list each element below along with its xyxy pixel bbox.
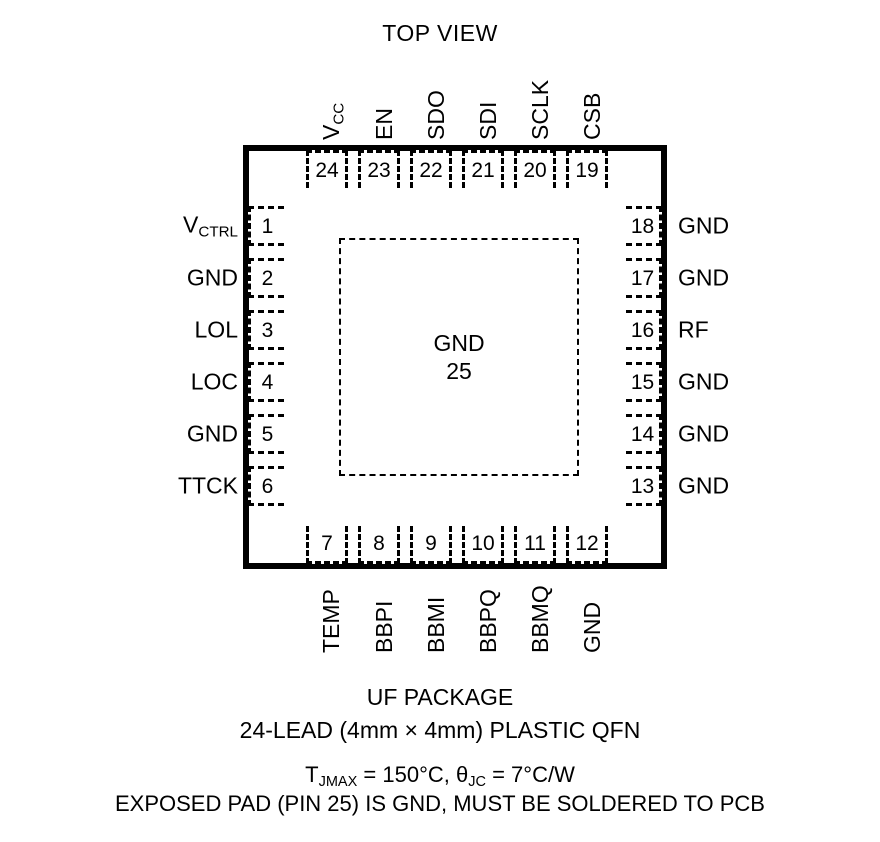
pin-label-temp: TEMP xyxy=(318,589,344,653)
thermal-post: = 7°C/W xyxy=(485,762,575,787)
pin-pad-8 xyxy=(358,526,400,564)
pin-label-gnd-14: GND xyxy=(678,420,730,447)
pin-label-lol: LOL xyxy=(194,316,238,343)
pin-number-17: 17 xyxy=(630,266,655,290)
pin-number-18: 18 xyxy=(630,214,655,238)
thermal-tj-sub: JMAX xyxy=(318,774,358,791)
page-title: TOP VIEW xyxy=(382,20,498,46)
pin-label-ttck: TTCK xyxy=(177,472,238,499)
pin-number-4: 4 xyxy=(261,370,274,394)
pin-number-10: 10 xyxy=(471,532,495,555)
pin-label-sclk: SCLK xyxy=(527,79,553,140)
pin-label-loc: LOC xyxy=(190,368,238,395)
pin-number-13: 13 xyxy=(630,474,655,498)
pin-label-csb: CSB xyxy=(579,92,605,140)
pin-number-12: 12 xyxy=(575,532,599,555)
pin-pad-11 xyxy=(514,526,556,564)
pin-pad-12 xyxy=(566,526,608,564)
pin-pad-7 xyxy=(306,526,348,564)
pin-pad-4 xyxy=(248,362,284,402)
pin-label-bbmq: BBMQ xyxy=(527,585,553,653)
thermal-tj-prefix: T xyxy=(305,762,319,787)
pin-number-6: 6 xyxy=(261,474,274,498)
exposed-pad-pin-number: 25 xyxy=(446,358,472,384)
pin-number-11: 11 xyxy=(524,532,546,555)
pin-number-20: 20 xyxy=(523,159,547,182)
pin-label-gnd-17: GND xyxy=(678,264,730,291)
pin-label-vcc-sub: CC xyxy=(330,102,348,125)
pin-number-8: 8 xyxy=(373,532,385,555)
pin-label-vcc xyxy=(318,103,347,140)
pin-label-bbpq: BBPQ xyxy=(475,589,501,653)
pin-label-bbmi: BBMI xyxy=(423,596,449,653)
pin-pad-10 xyxy=(462,526,504,564)
pin-label-bbpi: BBPI xyxy=(371,600,397,653)
pin-pad-14 xyxy=(626,414,662,454)
pin-number-9: 9 xyxy=(425,532,437,555)
pin-pad-2 xyxy=(248,258,284,298)
pin-number-14: 14 xyxy=(630,422,655,446)
pin-pad-5 xyxy=(248,414,284,454)
pin-number-22: 22 xyxy=(419,159,443,182)
pin-number-3: 3 xyxy=(261,318,274,342)
pin-number-19: 19 xyxy=(575,159,599,182)
pin-pad-22 xyxy=(410,150,452,188)
pin-label-rf: RF xyxy=(678,316,709,343)
exposed-pad-note: EXPOSED PAD (PIN 25) IS GND, MUST BE SOLDERED TO PCB xyxy=(115,791,765,816)
pin-pad-20 xyxy=(514,150,556,188)
thermal-jc-sub: JC xyxy=(468,774,486,791)
pin-pad-17 xyxy=(626,258,662,298)
pin-pad-3 xyxy=(248,310,284,350)
pin-number-23: 23 xyxy=(367,159,391,182)
pin-label-sdi: SDI xyxy=(475,101,501,140)
pin-pad-19 xyxy=(566,150,608,188)
pin-label-vctrl-base: V xyxy=(183,211,199,238)
pin-label-vctrl-sub: CTRL xyxy=(198,223,238,241)
pin-number-21: 21 xyxy=(471,159,495,182)
pin-number-24: 24 xyxy=(315,159,339,182)
pin-label-sdo: SDO xyxy=(423,90,449,140)
pin-pad-23 xyxy=(358,150,400,188)
pin-number-7: 7 xyxy=(321,532,333,555)
pin-label-gnd-13: GND xyxy=(678,472,730,499)
package-description: 24-LEAD (4mm × 4mm) PLASTIC QFN xyxy=(239,717,641,743)
pin-label-gnd-2: GND xyxy=(186,264,238,291)
exposed-pad-label: GND xyxy=(433,330,485,356)
pin-number-1: 1 xyxy=(261,214,274,238)
pin-label-gnd-5: GND xyxy=(186,420,238,447)
pin-label-vcc-base: V xyxy=(318,124,344,140)
pin-number-16: 16 xyxy=(630,318,655,342)
pin-number-5: 5 xyxy=(261,422,274,446)
pin-number-2: 2 xyxy=(261,266,274,290)
pin-pad-13 xyxy=(626,466,662,506)
exposed-pad xyxy=(339,238,579,476)
pin-number-15: 15 xyxy=(630,370,655,394)
pin-pad-18 xyxy=(626,206,662,246)
pin-label-gnd-15: GND xyxy=(678,368,730,395)
pin-label-gnd-12: GND xyxy=(579,601,605,653)
pin-pad-9 xyxy=(410,526,452,564)
pin-label-en: EN xyxy=(371,108,397,140)
pin-pad-15 xyxy=(626,362,662,402)
package-name: UF PACKAGE xyxy=(366,684,514,710)
pin-pad-24 xyxy=(306,150,348,188)
pin-label-gnd-18: GND xyxy=(678,212,730,239)
pin-label-vctrl xyxy=(60,211,238,240)
pin-pad-6 xyxy=(248,466,284,506)
pin-pad-16 xyxy=(626,310,662,350)
thermal-mid: = 150°C, θ xyxy=(357,762,469,787)
pin-pad-21 xyxy=(462,150,504,188)
pin-pad-1 xyxy=(248,206,284,246)
